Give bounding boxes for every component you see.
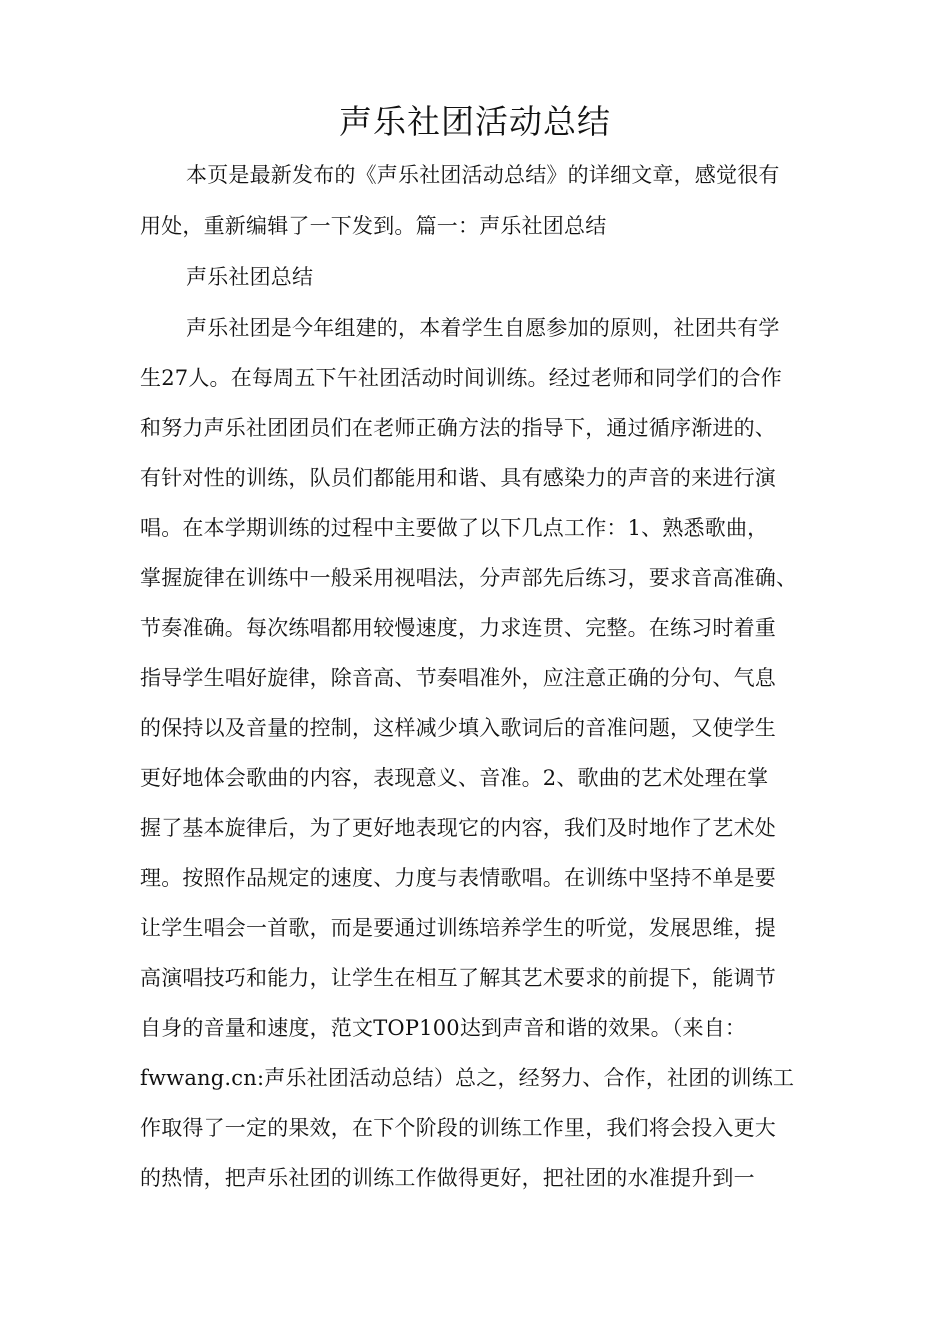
section-heading: 声乐社团总结 <box>186 265 314 289</box>
text-line-9: 掌握旋律在训练中一般采用视唱法，分声部先后练习，要求音高准确、 <box>140 566 798 590</box>
text-line-17: 高演唱技巧和能力，让学生在相互了解其艺术要求的前提下，能调节 <box>140 966 776 990</box>
text-line-19: fwwang.cn:声乐社团活动总结）总之，经努力、合作，社团的训练工 <box>140 1066 795 1090</box>
text-line-4: 声乐社团是今年组建的，本着学生自愿参加的原则，社团共有学 <box>186 316 780 340</box>
text-line-10: 节奏准确。每次练唱都用较慢速度，力求连贯、完整。在练习时着重 <box>140 616 776 640</box>
text-line-8: 唱。在本学期训练的过程中主要做了以下几点工作：1、熟悉歌曲， <box>140 516 769 540</box>
text-line-1: 本页是最新发布的《声乐社团活动总结》的详细文章，感觉很有 <box>186 163 780 187</box>
document-title: 声乐社团活动总结 <box>339 102 611 141</box>
text-line-18: 自身的音量和速度，范文TOP100达到声音和谐的效果。（来自： <box>140 1016 747 1040</box>
text-line-12: 的保持以及音量的控制，这样减少填入歌词后的音准问题，又使学生 <box>140 716 776 740</box>
text-line-11: 指导学生唱好旋律，除音高、节奏唱准外，应注意正确的分句、气息 <box>140 666 776 690</box>
text-line-2: 用处，重新编辑了一下发到。篇一：声乐社团总结 <box>140 214 607 238</box>
text-line-15: 理。按照作品规定的速度、力度与表情歌唱。在训练中坚持不单是要 <box>140 866 776 890</box>
text-line-5: 生27人。在每周五下午社团活动时间训练。经过老师和同学们的合作 <box>140 366 782 390</box>
text-line-6: 和努力声乐社团团员们在老师正确方法的指导下，通过循序渐进的、 <box>140 416 776 440</box>
text-line-21: 的热情，把声乐社团的训练工作做得更好，把社团的水准提升到一 <box>140 1166 755 1190</box>
text-line-20: 作取得了一定的果效，在下个阶段的训练工作里，我们将会投入更大 <box>140 1116 776 1140</box>
text-line-7: 有针对性的训练，队员们都能用和谐、具有感染力的声音的来进行演 <box>140 466 776 490</box>
text-line-13: 更好地体会歌曲的内容，表现意义、音准。2、歌曲的艺术处理在掌 <box>140 766 769 790</box>
text-line-14: 握了基本旋律后，为了更好地表现它的内容，我们及时地作了艺术处 <box>140 816 776 840</box>
text-line-16: 让学生唱会一首歌，而是要通过训练培养学生的听觉，发展思维，提 <box>140 916 776 940</box>
